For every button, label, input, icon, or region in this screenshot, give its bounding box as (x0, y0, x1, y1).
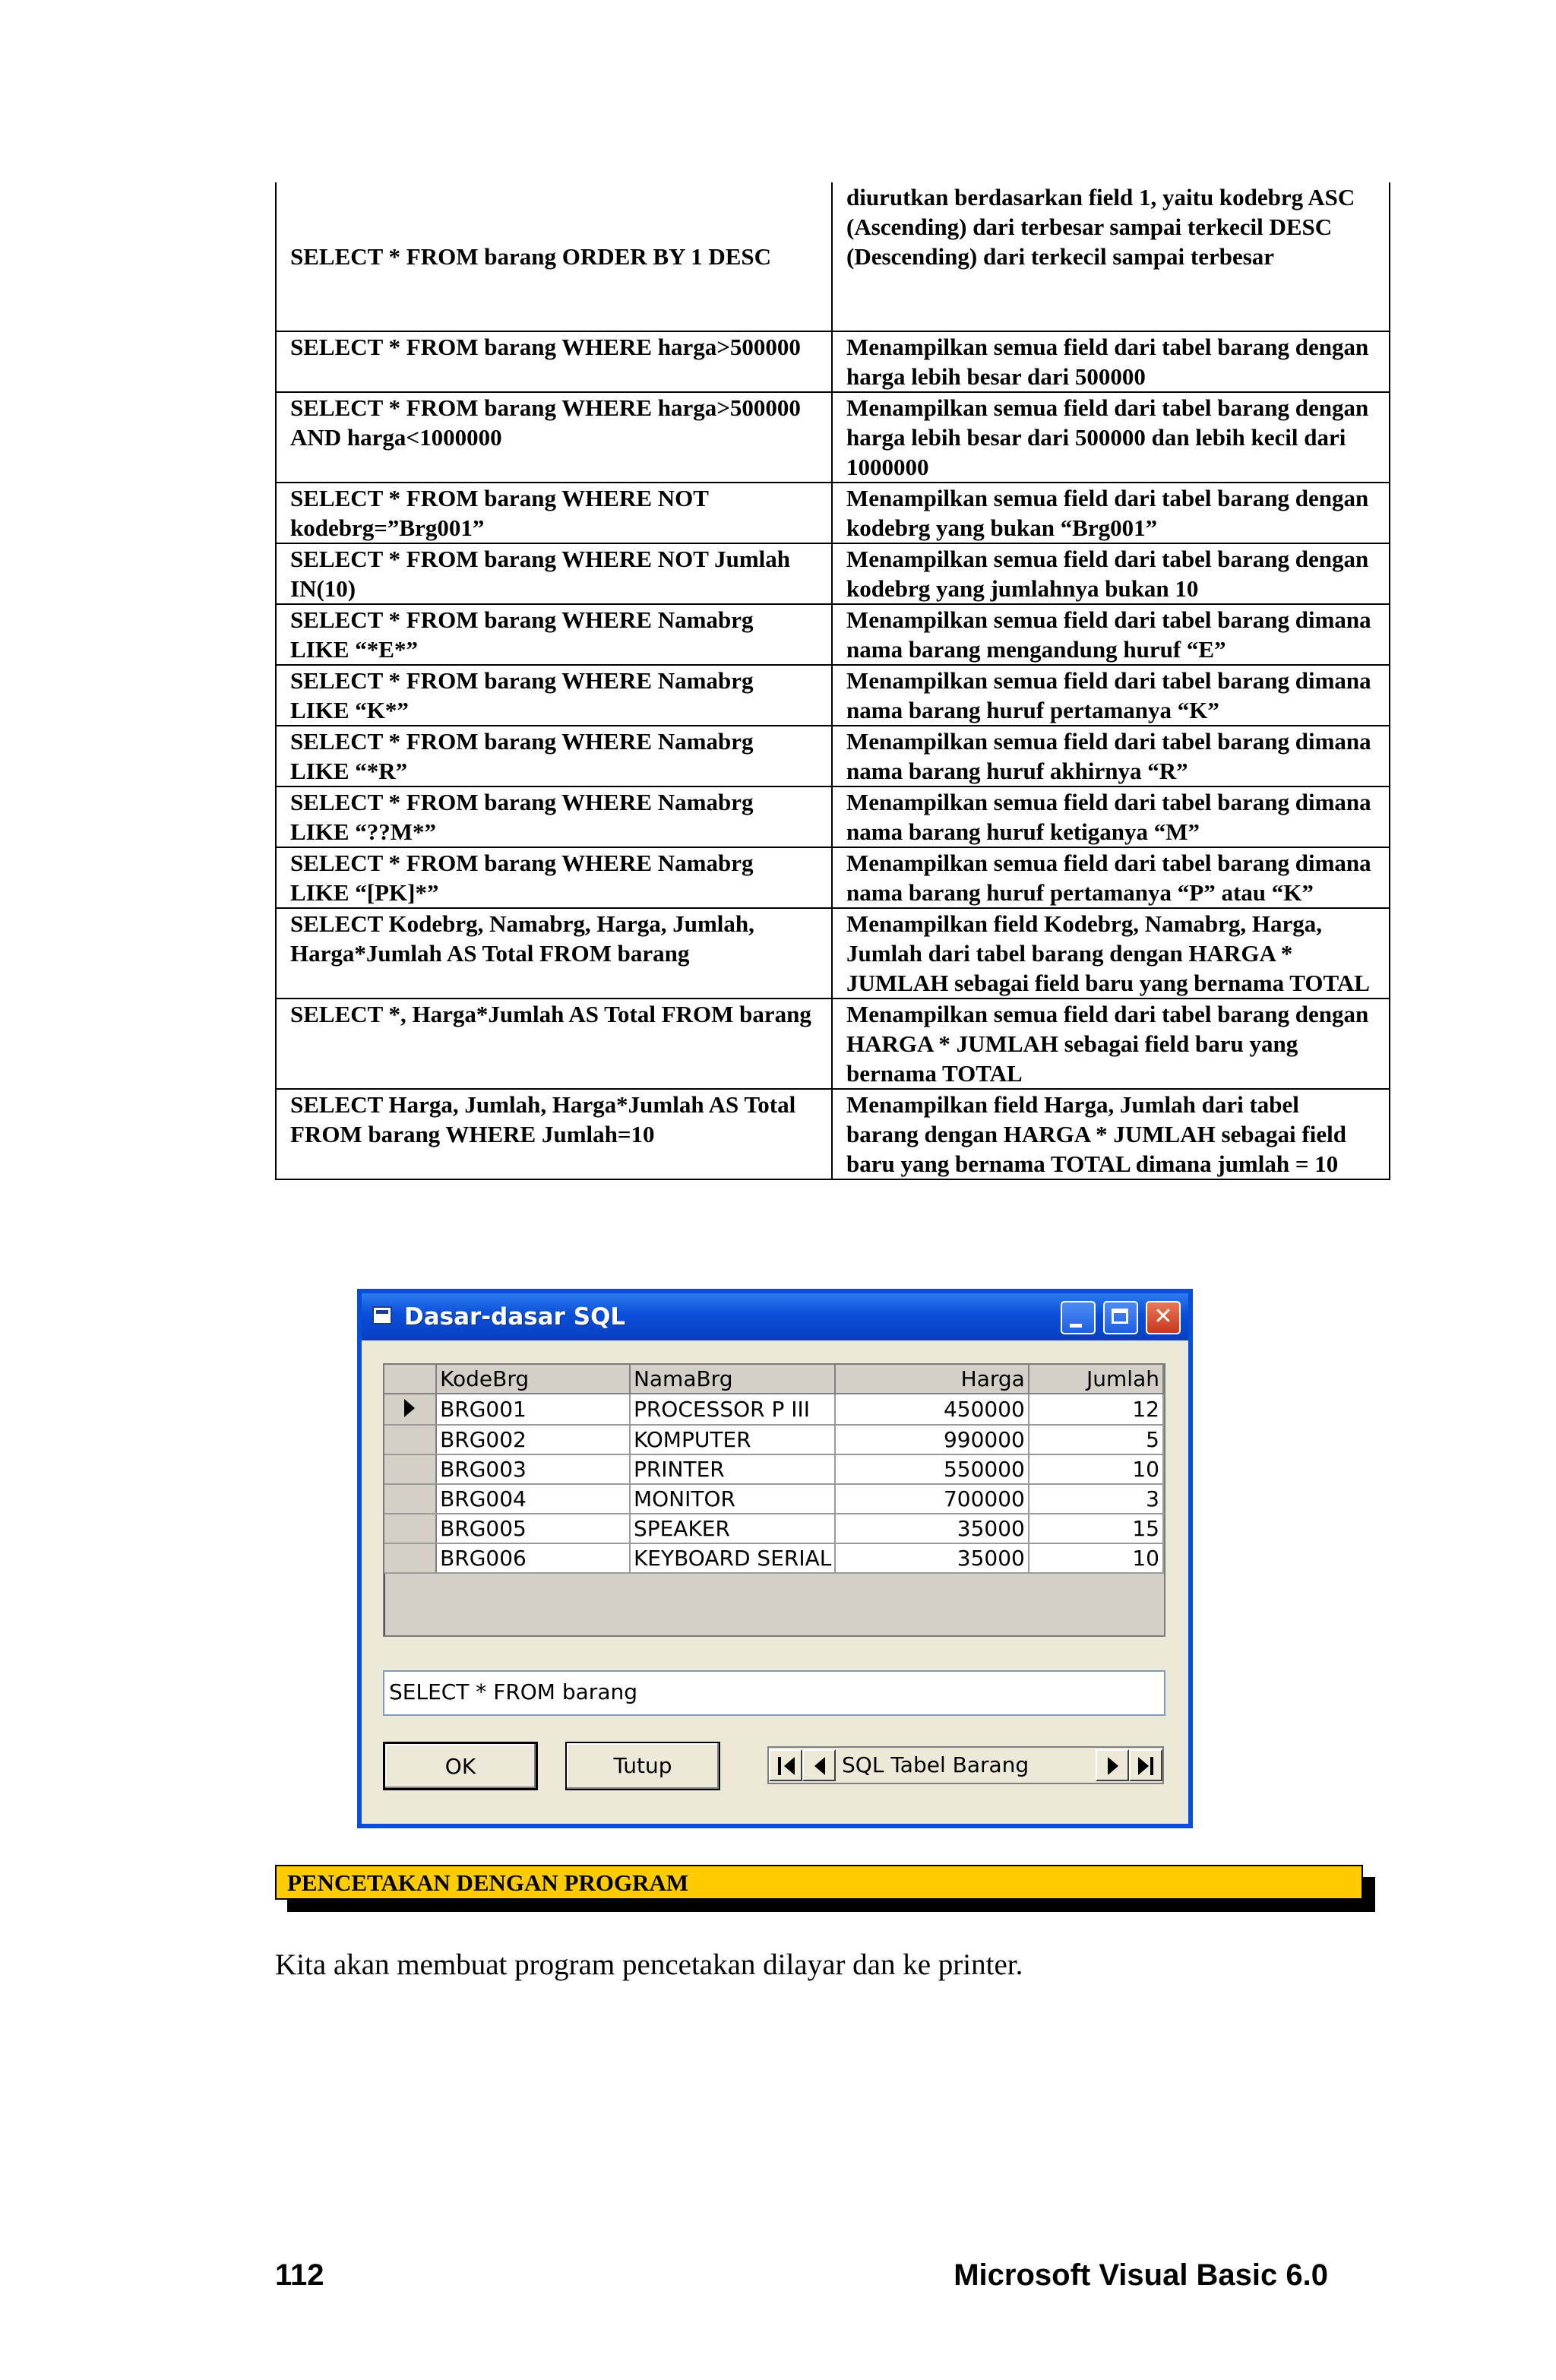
table-row (276, 847, 1390, 908)
query-cell: SELECT Kodebrg, Namabrg, Harga, Jumlah, Harga*Jumlah AS Total FROM barang (276, 908, 832, 999)
grid-row[interactable] (384, 1425, 1163, 1454)
table-row (276, 182, 1390, 331)
grid-header-row (384, 1365, 1163, 1394)
query-cell: SELECT * FROM barang WHERE Namabrg LIKE “??M*” (276, 786, 832, 847)
grid-cell-jumlah[interactable]: 12 (1029, 1394, 1163, 1425)
table-row (276, 1089, 1390, 1179)
column-header-harga[interactable]: Harga (835, 1365, 1028, 1394)
grid-cell-namabrg[interactable]: SPEAKER (630, 1514, 835, 1543)
grid-cell-jumlah[interactable]: 15 (1029, 1514, 1163, 1543)
query-cell: SELECT * FROM barang WHERE Namabrg LIKE “[PK]*” (276, 847, 832, 908)
first-record-icon (778, 1757, 781, 1775)
query-cell: SELECT * FROM barang WHERE NOT Jumlah IN(10) (276, 543, 832, 604)
description-cell: Menampilkan semua field dari tabel barang dengan kodebrg yang jumlahnya bukan 10 (832, 543, 1390, 604)
description-cell: Menampilkan semua field dari tabel barang dengan harga lebih besar dari 500000 dan lebih kecil dari 1000000 (832, 392, 1390, 483)
grid-cell-kodebrg[interactable]: BRG003 (436, 1454, 630, 1484)
sql-examples-table (275, 182, 1390, 1180)
grid-row[interactable] (384, 1484, 1163, 1514)
next-arrow-icon (1108, 1757, 1118, 1775)
data-control-caption: SQL Tabel Barang (842, 1752, 1029, 1777)
row-selector-header (384, 1365, 436, 1394)
query-cell: SELECT * FROM barang WHERE Namabrg LIKE “K*” (276, 665, 832, 726)
row-selector[interactable] (384, 1454, 436, 1484)
query-cell: SELECT * FROM barang WHERE NOT kodebrg=”Brg001” (276, 483, 832, 543)
description-cell: Menampilkan semua field dari tabel barang dimana nama barang mengandung huruf “E” (832, 604, 1390, 665)
tutup-button[interactable]: Tutup (565, 1742, 720, 1790)
grid-cell-harga[interactable]: 35000 (835, 1514, 1028, 1543)
description-cell: diurutkan berdasarkan field 1, yaitu kodebrg ASC (Ascending) dari terbesar sampai terkecil DESC (Descending) dari terkecil sampai terbesar (832, 182, 1390, 331)
grid-row[interactable] (384, 1454, 1163, 1484)
grid-body (384, 1365, 1163, 1573)
table-row (276, 908, 1390, 999)
table-row (276, 543, 1390, 604)
description-cell: Menampilkan semua field dari tabel barang dengan harga lebih besar dari 500000 (832, 331, 1390, 392)
table-row (276, 665, 1390, 726)
table-row (276, 331, 1390, 392)
previous-record-button[interactable] (802, 1749, 836, 1781)
column-header-jumlah[interactable]: Jumlah (1029, 1365, 1163, 1394)
grid-cell-harga[interactable]: 35000 (835, 1543, 1028, 1573)
query-cell: SELECT * FROM barang ORDER BY 1 DESC (276, 182, 832, 331)
book-title: Microsoft Visual Basic 6.0 (954, 2258, 1328, 2292)
grid-cell-harga[interactable]: 990000 (835, 1425, 1028, 1454)
sql-query-input[interactable]: SELECT * FROM barang (383, 1670, 1165, 1716)
grid-table (384, 1365, 1164, 1574)
grid-cell-kodebrg[interactable]: BRG001 (436, 1394, 630, 1425)
grid-cell-jumlah[interactable]: 5 (1029, 1425, 1163, 1454)
window-title: Dasar-dasar SQL (404, 1303, 626, 1331)
grid-cell-namabrg[interactable]: KEYBOARD SERIAL (630, 1543, 835, 1573)
description-cell: Menampilkan semua field dari tabel barang dimana nama barang huruf pertamanya “P” atau “K” (832, 847, 1390, 908)
query-cell: SELECT * FROM barang WHERE Namabrg LIKE “*E*” (276, 604, 832, 665)
grid-cell-harga[interactable]: 550000 (835, 1454, 1028, 1484)
description-cell: Menampilkan field Harga, Jumlah dari tabel barang dengan HARGA * JUMLAH sebagai field baru yang bernama TOTAL dimana jumlah = 10 (832, 1089, 1390, 1179)
description-cell: Menampilkan semua field dari tabel barang dimana nama barang huruf ketiganya “M” (832, 786, 1390, 847)
grid-cell-jumlah[interactable]: 10 (1029, 1543, 1163, 1573)
grid-row[interactable] (384, 1543, 1163, 1573)
last-record-icon (1150, 1757, 1153, 1775)
description-cell: Menampilkan semua field dari tabel barang dengan HARGA * JUMLAH sebagai field baru yang bernama TOTAL (832, 999, 1390, 1089)
grid-cell-jumlah[interactable]: 10 (1029, 1454, 1163, 1484)
grid-cell-namabrg[interactable]: KOMPUTER (630, 1425, 835, 1454)
table-row (276, 999, 1390, 1089)
ok-button[interactable]: OK (383, 1742, 538, 1790)
query-cell: SELECT Harga, Jumlah, Harga*Jumlah AS Total FROM barang WHERE Jumlah=10 (276, 1089, 832, 1179)
first-record-button[interactable] (769, 1749, 802, 1781)
data-control (767, 1746, 1164, 1784)
current-row-pointer-icon (404, 1399, 415, 1417)
row-selector[interactable] (384, 1484, 436, 1514)
table-row (276, 726, 1390, 786)
query-cell: SELECT * FROM barang WHERE harga>500000 AND harga<1000000 (276, 392, 832, 483)
grid-cell-jumlah[interactable]: 3 (1029, 1484, 1163, 1514)
title-bar[interactable] (362, 1293, 1188, 1340)
next-record-button[interactable] (1096, 1749, 1129, 1781)
row-selector[interactable] (384, 1394, 436, 1425)
description-cell: Menampilkan semua field dari tabel barang dimana nama barang huruf akhirnya “R” (832, 726, 1390, 786)
section-heading: PENCETAKAN DENGAN PROGRAM (275, 1865, 1363, 1900)
row-selector[interactable] (384, 1425, 436, 1454)
grid-cell-kodebrg[interactable]: BRG006 (436, 1543, 630, 1573)
maximize-button[interactable] (1103, 1301, 1138, 1334)
close-button[interactable]: ✕ (1146, 1301, 1181, 1334)
description-cell: Menampilkan semua field dari tabel barang dimana nama barang huruf pertamanya “K” (832, 665, 1390, 726)
grid-row[interactable] (384, 1514, 1163, 1543)
grid-cell-harga[interactable]: 450000 (835, 1394, 1028, 1425)
first-record-arrow-icon (784, 1757, 795, 1775)
body-paragraph: Kita akan membuat program pencetakan dilayar dan ke printer. (275, 1948, 1023, 1981)
grid-cell-namabrg[interactable]: PRINTER (630, 1454, 835, 1484)
page-number: 112 (275, 2258, 324, 2292)
sql-examples-body (276, 182, 1390, 1179)
query-cell: SELECT * FROM barang WHERE harga>500000 (276, 331, 832, 392)
table-row (276, 392, 1390, 483)
grid-row[interactable] (384, 1394, 1163, 1425)
grid-cell-harga[interactable]: 700000 (835, 1484, 1028, 1514)
table-row (276, 604, 1390, 665)
form-icon (372, 1306, 392, 1325)
grid-cell-namabrg[interactable]: PROCESSOR P III (630, 1394, 835, 1425)
grid-cell-kodebrg[interactable]: BRG004 (436, 1484, 630, 1514)
query-cell: SELECT * FROM barang WHERE Namabrg LIKE “*R” (276, 726, 832, 786)
column-header-kodebrg[interactable]: KodeBrg (436, 1365, 630, 1394)
last-record-button[interactable] (1129, 1749, 1162, 1781)
table-row (276, 483, 1390, 543)
column-header-namabrg[interactable]: NamaBrg (630, 1365, 835, 1394)
grid-cell-kodebrg[interactable]: BRG005 (436, 1514, 630, 1543)
data-grid[interactable] (383, 1363, 1165, 1637)
row-selector[interactable] (384, 1514, 436, 1543)
grid-cell-namabrg[interactable]: MONITOR (630, 1484, 835, 1514)
grid-cell-kodebrg[interactable]: BRG002 (436, 1425, 630, 1454)
last-record-arrow-icon (1138, 1757, 1149, 1775)
query-cell: SELECT *, Harga*Jumlah AS Total FROM barang (276, 999, 832, 1089)
sql-basics-window (357, 1289, 1193, 1828)
minimize-button[interactable] (1061, 1301, 1096, 1334)
previous-arrow-icon (814, 1757, 825, 1775)
row-selector[interactable] (384, 1543, 436, 1573)
description-cell: Menampilkan field Kodebrg, Namabrg, Harga, Jumlah dari tabel barang dengan HARGA * JUMLAH sebagai field baru yang bernama TOTAL (832, 908, 1390, 999)
table-row (276, 786, 1390, 847)
description-cell: Menampilkan semua field dari tabel barang dengan kodebrg yang bukan “Brg001” (832, 483, 1390, 543)
